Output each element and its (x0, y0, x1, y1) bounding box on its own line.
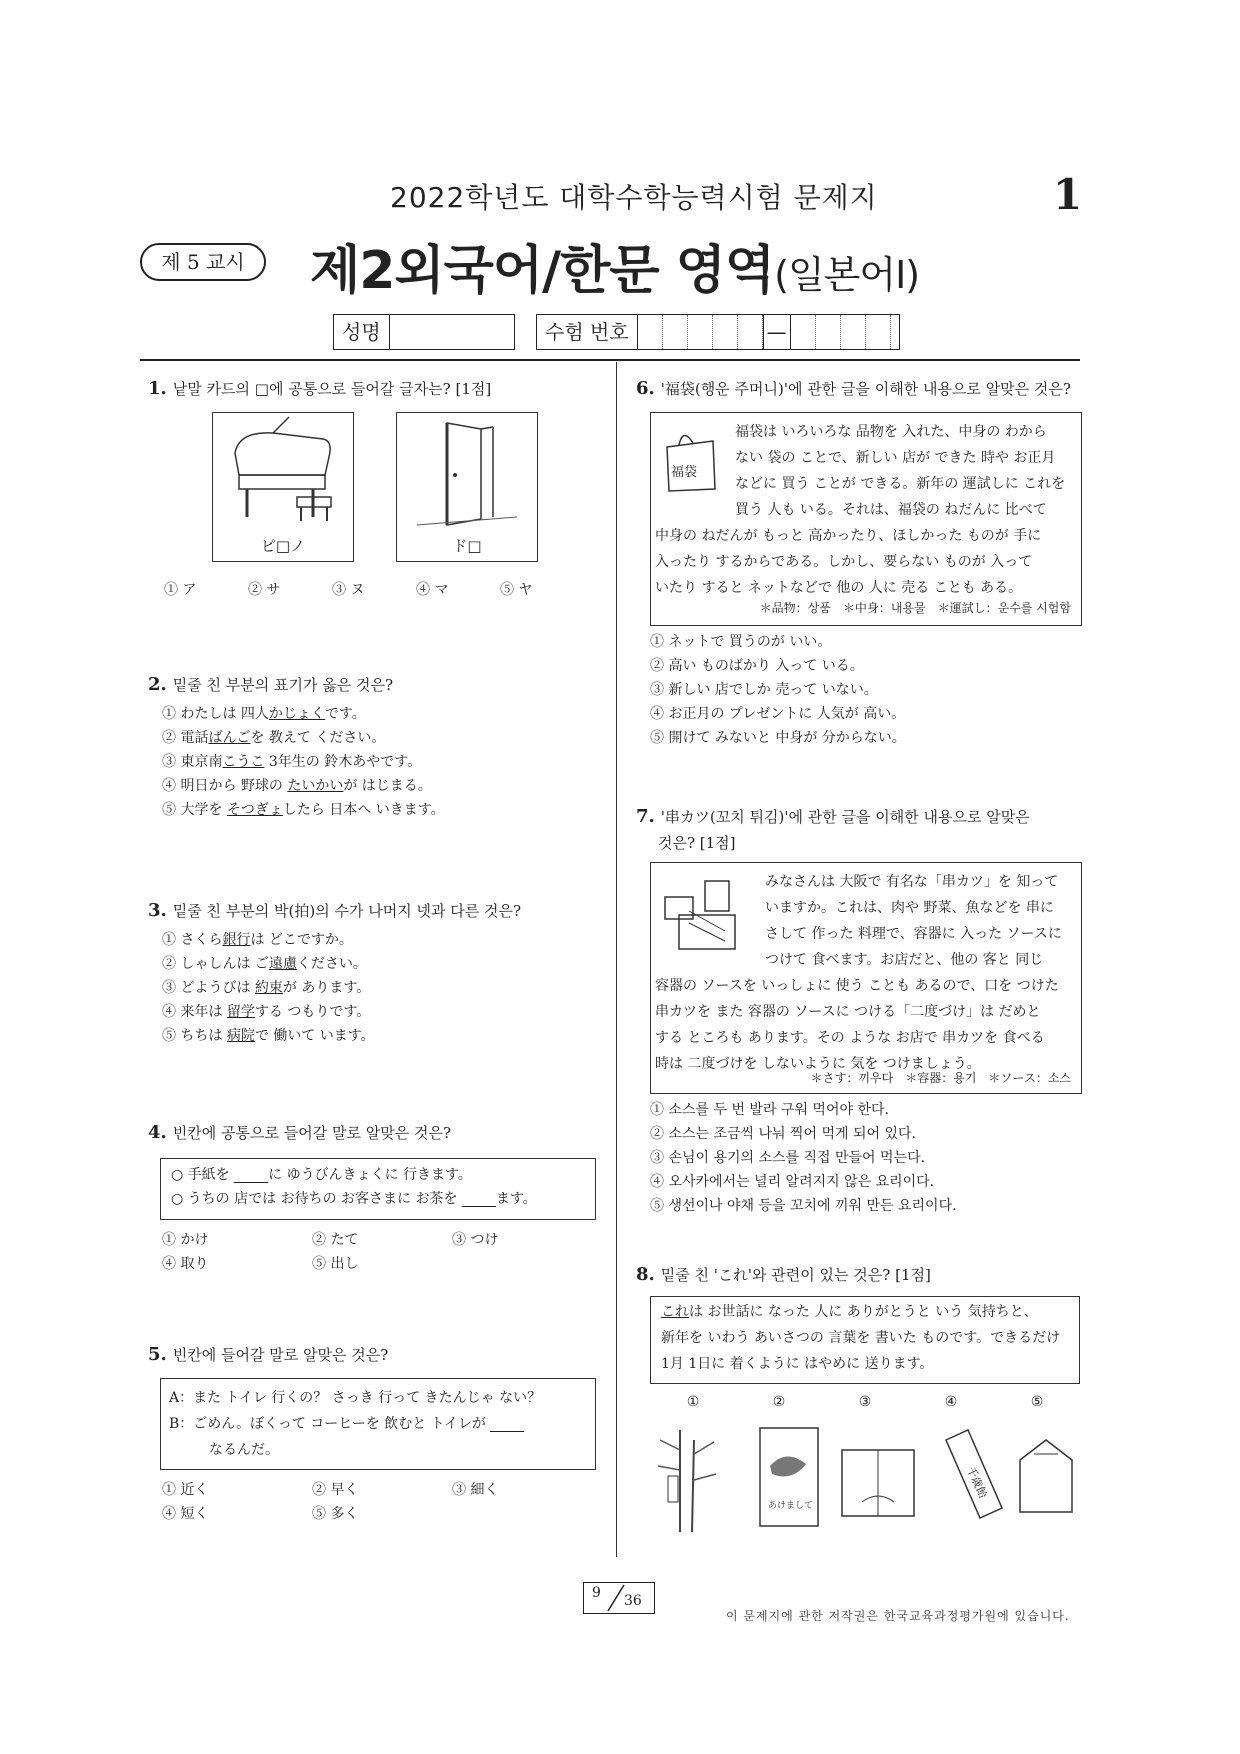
q7-number: 7. (636, 806, 655, 827)
q4-option[interactable]: ③ つけ (452, 1232, 499, 1248)
q1-text: 낱말 카드의 □에 공통으로 들어갈 글자는? [1점] (172, 380, 492, 398)
q7-passage: みなさんは 大阪で 有名な「串カツ」を 知って いますか。これは、肉や 野菜、魚などを 串に さして 作った 料理で、容器に 入った ソースに つけて 食べます。お店だと、他の 客と 同じ 容器の ソースを いっしょに 使う ことも あるので、口を つけた 串カツを また 容器の ソースに つける「二度づけ」は だめと する ところも あります。その ような お店で 串カツを 食べる 時は 二度づけを しないように 気を つけましょう。 (655, 874, 1062, 1072)
q5-option[interactable]: ① 近く (162, 1482, 209, 1498)
q7-text: '串カツ(꼬치 튀김)'에 관한 글을 이해한 내용으로 알맞은 (660, 808, 1030, 826)
q8-option[interactable]: ④ (944, 1394, 958, 1410)
q2-options (162, 702, 612, 822)
q7-option[interactable]: ② 소스는 조금씩 나눠 찍어 먹게 되어 있다. (650, 1126, 916, 1142)
q3-option[interactable]: ④ 来年は 留学する つもりです。 (162, 1004, 371, 1020)
q3-option[interactable]: ② しゃしんは ご遠慮ください。 (162, 956, 367, 972)
q5-options (162, 1478, 602, 1526)
q5-option[interactable]: ② 早く (312, 1482, 359, 1498)
q6-passage: 福袋は いろいろな 品物を 入れた、中身の わから ない 袋の ことで、新しい 店が できた 時や お正月 などに 買う ことが できる。新年の 運試しに これを 買う 人も いる。それは、福袋の ねだんに 比べて 中身の ねだんが もっと 高かったり、ほしかった ものが 手に 入ったり するからである。しかし、要らない ものが 入って いたり すると ネットなどで 他の 人に 売る ことも ある。 (655, 424, 1066, 596)
q4-box: ○ 手紙を に ゆうびんきょくに 行きます。 ○ うちの 店では お待ちの お客さまに お茶を ます。 (160, 1158, 596, 1220)
q2-option[interactable]: ⑤ 大学を そつぎょしたら 日本へ いきます。 (162, 802, 445, 818)
name-label: 성명 (334, 315, 390, 349)
q4-option[interactable]: ① かけ (162, 1232, 209, 1248)
q3-option[interactable]: ⑤ ちちは 病院で 働いて います。 (162, 1028, 375, 1044)
piano-icon (213, 413, 353, 531)
subject-sub: (일본어Ⅰ) (774, 253, 920, 297)
q3-option[interactable]: ③ どようびは 約束が あります。 (162, 980, 371, 996)
q4-option[interactable]: ② たて (312, 1232, 359, 1248)
question-7 (636, 804, 1096, 856)
question-4 (148, 1120, 608, 1146)
current-page: 9 (592, 1585, 601, 1601)
q5-option[interactable]: ④ 短く (162, 1506, 209, 1522)
q8-option[interactable]: ① (686, 1394, 700, 1410)
q1-option[interactable]: ① ア (164, 582, 197, 598)
q2-text: 밑줄 친 부분의 표기가 옳은 것은? (172, 676, 394, 694)
copyright: 이 문제지에 관한 저작권은 한국교육과정평가원에 있습니다. (726, 1609, 1070, 1623)
q8-option[interactable]: ② (772, 1394, 786, 1410)
name-box (333, 314, 515, 350)
q7-option[interactable]: ③ 손님이 용기의 소스를 직접 만들어 먹는다. (650, 1150, 926, 1166)
subject-title (310, 228, 919, 303)
page-slash-icon (584, 1583, 654, 1613)
q2-option[interactable]: ③ 東京南こうこ 3年生の 鈴木あやです。 (162, 754, 422, 770)
card-text: あけまして (768, 1501, 814, 1511)
q5-option[interactable]: ⑤ 多く (312, 1506, 359, 1522)
page-indicator (583, 1582, 655, 1614)
q7-gloss: ＊さす：끼우다 ＊容器：용기 ＊ソース：소스 (810, 1071, 1071, 1085)
q3-number: 3. (148, 900, 167, 921)
lucky-bag-label: 福袋 (671, 465, 698, 480)
q6-text: '福袋(행운 주머니)'에 관한 글을 이해한 내용으로 알맞은 것은? (660, 380, 1071, 398)
new-year-card-icon (760, 1428, 818, 1526)
q1-number: 1. (148, 378, 167, 399)
q7-text-cont: 것은? [1점] (658, 834, 736, 852)
q8-option[interactable]: ③ (858, 1394, 872, 1410)
q4-option[interactable]: ④ 取り (162, 1256, 209, 1272)
q6-option[interactable]: ④ お正月の プレゼントに 人気が 高い。 (650, 706, 906, 722)
q2-number: 2. (148, 674, 167, 695)
q6-box (650, 412, 1082, 626)
q7-option[interactable]: ④ 오사카에서는 널리 알려지지 않은 요리이다. (650, 1174, 935, 1190)
q6-options (650, 630, 1080, 750)
q4-text: 빈칸에 공통으로 들어갈 말로 알맞은 것은? (172, 1124, 452, 1142)
q8-text: 밑줄 친 'これ'와 관련이 있는 것은? [1점] (660, 1266, 931, 1284)
q1-option[interactable]: ③ ヌ (332, 582, 365, 598)
q3-text: 밑줄 친 부분의 박(拍)의 수가 나머지 넷과 다른 것은? (172, 902, 521, 920)
q5-option[interactable]: ③ 細く (452, 1482, 499, 1498)
gift-box-icon (842, 1450, 914, 1516)
card-piano (212, 412, 354, 562)
header-rule (140, 359, 1080, 361)
subject-main: 제2외국어/한문 영역 (310, 241, 775, 301)
q6-option[interactable]: ① ネットで 買うのが いい。 (650, 634, 832, 650)
exam-number-label: 수험 번호 (537, 315, 638, 349)
q2-option[interactable]: ② 電話ばんごを 教えて ください。 (162, 730, 386, 746)
q8-images (650, 1420, 1080, 1540)
q1-options (164, 578, 564, 602)
chitose-ame-icon (946, 1430, 1002, 1518)
q5-number: 5. (148, 1344, 167, 1365)
question-8 (636, 1262, 1096, 1288)
q8-number: 8. (636, 1264, 655, 1285)
q6-number: 6. (636, 378, 655, 399)
q2-option[interactable]: ① わたしは 四人かじょくです。 (162, 706, 366, 722)
q1-option[interactable]: ⑤ ヤ (500, 582, 533, 598)
card2-label: ド□ (452, 537, 482, 555)
q3-option[interactable]: ① さくら銀行は どこですか。 (162, 932, 353, 948)
q7-option[interactable]: ① 소스를 두 번 발라 구워 먹어야 한다. (650, 1102, 889, 1118)
q8-labels (650, 1390, 1080, 1414)
name-field[interactable] (390, 315, 514, 349)
question-3 (148, 898, 608, 924)
q1-option[interactable]: ④ マ (416, 582, 449, 598)
q4-option[interactable]: ⑤ 出し (312, 1256, 359, 1272)
q4-number: 4. (148, 1122, 167, 1143)
q7-options (650, 1098, 1080, 1218)
q1-option[interactable]: ② サ (248, 582, 281, 598)
q8-box: これは お世話に なった 人に ありがとうと いう 気持ちと、 新年を いわう あいさつの 言葉を 書いた ものです。できるだけ 1月 1日に 着くように はやめに 送ります。 (650, 1296, 1080, 1384)
q7-box (650, 862, 1082, 1094)
q6-gloss: ＊品物：상품 ＊中身：내용물 ＊運試し：운수를 시험함 (759, 601, 1071, 615)
ema-plaque-icon (1020, 1440, 1072, 1512)
exam-number-box (536, 314, 900, 350)
door-icon (397, 413, 537, 531)
q2-option[interactable]: ④ 明日から 野球の たいかいが はじまる。 (162, 778, 432, 794)
q5-box: A：また トイレ 行くの？ さっき 行って きたんじゃ ない？ B：ごめん。ぼくって コーヒーを 飲むと トイレが なるんだ。 (160, 1378, 596, 1470)
question-2 (148, 672, 608, 698)
page-number: 1 (1053, 170, 1083, 219)
card-door (396, 412, 538, 562)
q6-option[interactable]: ② 高い ものばかり 入って いる。 (650, 658, 864, 674)
exam-title: 2022학년도 대학수학능력시험 문제지 (390, 181, 878, 214)
period-badge: 제 5 교시 (140, 243, 266, 281)
exam-number-dash: — (763, 315, 791, 349)
column-divider (616, 362, 617, 1557)
question-6 (636, 376, 1096, 402)
q6-option[interactable]: ③ 新しい 店でしか 売って いない。 (650, 682, 878, 698)
stick-text: 千歳飴 (964, 1464, 990, 1501)
q3-options (162, 928, 612, 1048)
q4-options (162, 1228, 602, 1276)
total-pages: 36 (624, 1593, 642, 1609)
question-1 (148, 376, 608, 402)
card1-label: ピ□ノ (260, 537, 306, 555)
q5-text: 빈칸에 들어갈 말로 알맞은 것은? (172, 1346, 389, 1364)
q6-option[interactable]: ⑤ 開けて みないと 中身が 分からない。 (650, 730, 906, 746)
bamboo-decoration-icon (658, 1430, 716, 1532)
q8-option[interactable]: ⑤ (1030, 1394, 1044, 1410)
q7-option[interactable]: ⑤ 생선이나 야채 등을 꼬치에 끼워 만든 요리이다. (650, 1198, 957, 1214)
question-5 (148, 1342, 608, 1368)
